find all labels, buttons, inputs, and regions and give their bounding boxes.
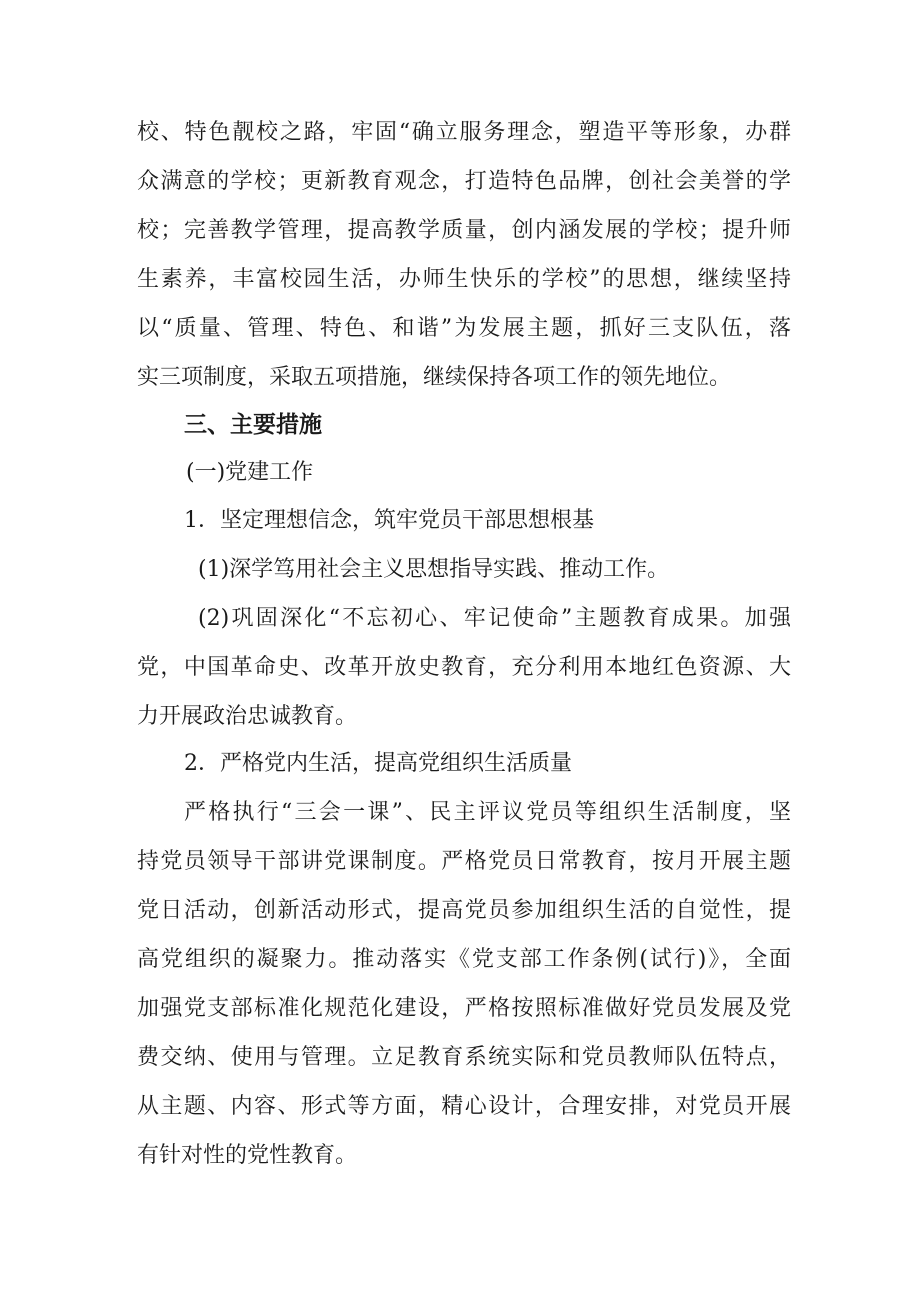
item2-paragraph-line: 有针对性的党性教育。 [137,1143,358,1168]
subsection-heading: (一)党建工作 [186,460,314,485]
intro-line: 生素养，丰富校园生活，办师生快乐的学校”的思想，继续坚持 [137,267,791,292]
item1-point2-line: (2)巩固深化“不忘初心、牢记使命”主题教育成果。加强 [198,606,791,631]
item1-point2-line: 党，中国革命史、改革开放史教育，充分利用本地红色资源、大 [137,655,791,680]
item2-paragraph-line: 党日活动，创新活动形式，提高党员参加组织生活的自觉性，提 [137,898,791,923]
item2-paragraph-line: 从主题、内容、形式等方面，精心设计，合理安排，对党员开展 [137,1094,791,1119]
intro-line: 实三项制度，采取五项措施，继续保持各项工作的领先地位。 [137,365,732,390]
intro-line: 校；完善教学管理，提高教学质量，创内涵发展的学校；提升师 [137,218,791,243]
item2-paragraph-line: 加强党支部标准化规范化建设，严格按照标准做好党员发展及党 [137,996,791,1021]
intro-line: 以“质量、管理、特色、和谐”为发展主题，抓好三支队伍，落 [137,316,791,341]
item2-paragraph-line: 高党组织的凝聚力。推动落实《党支部工作条例(试行)》，全面 [137,947,791,972]
intro-line: 校、特色靓校之路，牢固“确立服务理念，塑造平等形象，办群 [137,120,791,145]
item2-heading: 2．严格党内生活，提高党组织生活质量 [184,751,572,776]
intro-line: 众满意的学校；更新教育观念，打造特色品牌，创社会美誉的学 [137,169,791,194]
section-heading: 三、主要措施 [184,412,322,438]
item2-paragraph-line: 严格执行“三会一课”、民主评议党员等组织生活制度，坚 [184,800,791,825]
item1-point1: (1)深学笃用社会主义思想指导实践、推动工作。 [198,557,670,582]
item1-heading: 1．坚定理想信念，筑牢党员干部思想根基 [184,508,594,533]
item2-paragraph-line: 费交纳、使用与管理。立足教育系统实际和党员教师队伍特点， [137,1045,791,1070]
item1-point2-line: 力开展政治忠诚教育。 [137,704,358,729]
item2-paragraph-line: 持党员领导干部讲党课制度。严格党员日常教育，按月开展主题 [137,849,791,874]
